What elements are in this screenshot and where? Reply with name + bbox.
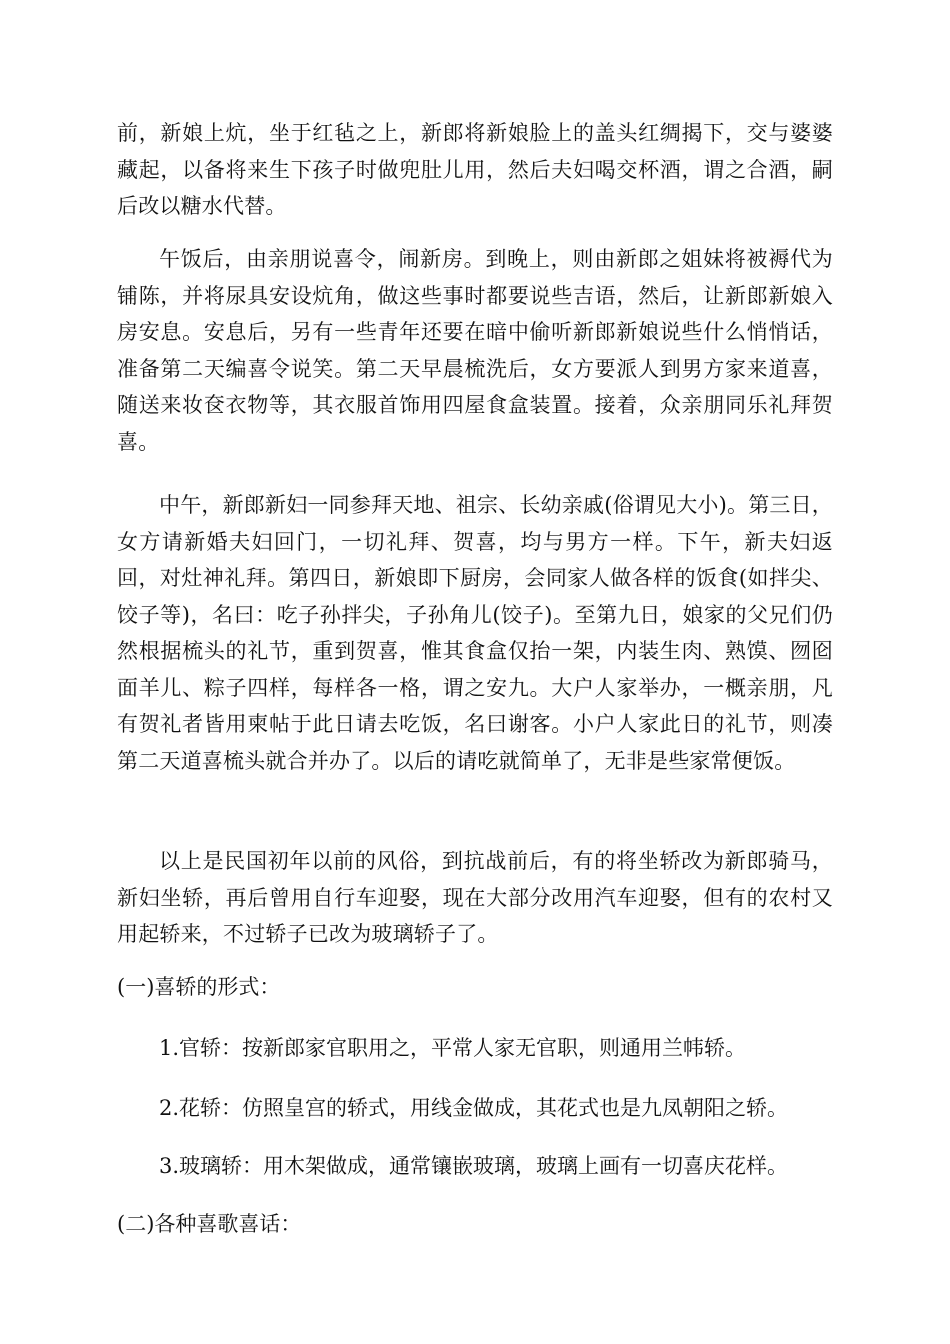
list-item-official-sedan: 1.官轿：按新郎家官职用之，平常人家无官职，则通用兰帏轿。 [159, 1036, 747, 1060]
section-heading-wedding-songs: (二)各种喜歌喜话： [117, 1212, 302, 1236]
paragraph-noon-ceremonies: 中午，新郎新妇一同参拜天地、祖宗、长幼亲戚(俗谓见大小)。第三日，女方请新婚夫妇回门，一切礼拜、贺喜，均与男方一样。下午，新夫妇返回，对灶神礼拜。第四日，新娘即下厨房，会同家人做各样的饭食(如拌尖、饺子等)，名曰：吃子孙拌尖，子孙角儿(饺子)。至第九日，娘家的父兄们仍然根据梳头的礼节，重到贺喜，惟其食盒仅抬一架，内装生肉、熟馍、囫囵面羊儿、粽子四样，每样各一格，谓之安九。大户人家举办，一概亲朋，凡有贺礼者皆用柬帖于此日请去吃饭，名曰谢客。小户人家此日的礼节，则凑第二天道喜梳头就合并办了。以后的请吃就简单了，无非是些家常便饭。 [117, 493, 833, 773]
section-heading-sedan-forms: (一)喜轿的形式： [117, 975, 281, 999]
paragraph-continuation: 前，新娘上炕，坐于红毡之上，新郎将新娘脸上的盖头红绸揭下，交与婆婆藏起，以备将来生下孩子时做兜肚儿用，然后夫妇喝交杯酒，谓之合酒，嗣后改以糖水代替。 [117, 121, 833, 218]
list-item-glass-sedan: 3.玻璃轿：用木架做成，通常镶嵌玻璃，玻璃上画有一切喜庆花样。 [159, 1154, 789, 1178]
paragraph-afternoon-customs: 午饭后，由亲朋说喜令，闹新房。到晚上，则由新郎之姐妹将被褥代为铺陈，并将尿具安设炕角，做这些事时都要说些吉语，然后，让新郎新娘入房安息。安息后，另有一些青年还要在暗中偷听新郎新娘说些什么悄悄话，准备第二天编喜令说笑。第二天早晨梳洗后，女方要派人到男方家来道喜，随送来妆奁衣物等，其衣服首饰用四屋食盒装置。接着，众亲朋同乐礼拜贺喜。 [117, 247, 833, 454]
list-item-flower-sedan: 2.花轿：仿照皇宫的轿式，用线金做成，其花式也是九凤朝阳之轿。 [159, 1096, 789, 1120]
paragraph-republic-customs: 以上是民国初年以前的风俗，到抗战前后，有的将坐轿改为新郎骑马，新妇坐轿，再后曾用自行车迎娶，现在大部分改用汽车迎娶，但有的农村又用起轿来，不过轿子已改为玻璃轿子了。 [117, 849, 833, 946]
